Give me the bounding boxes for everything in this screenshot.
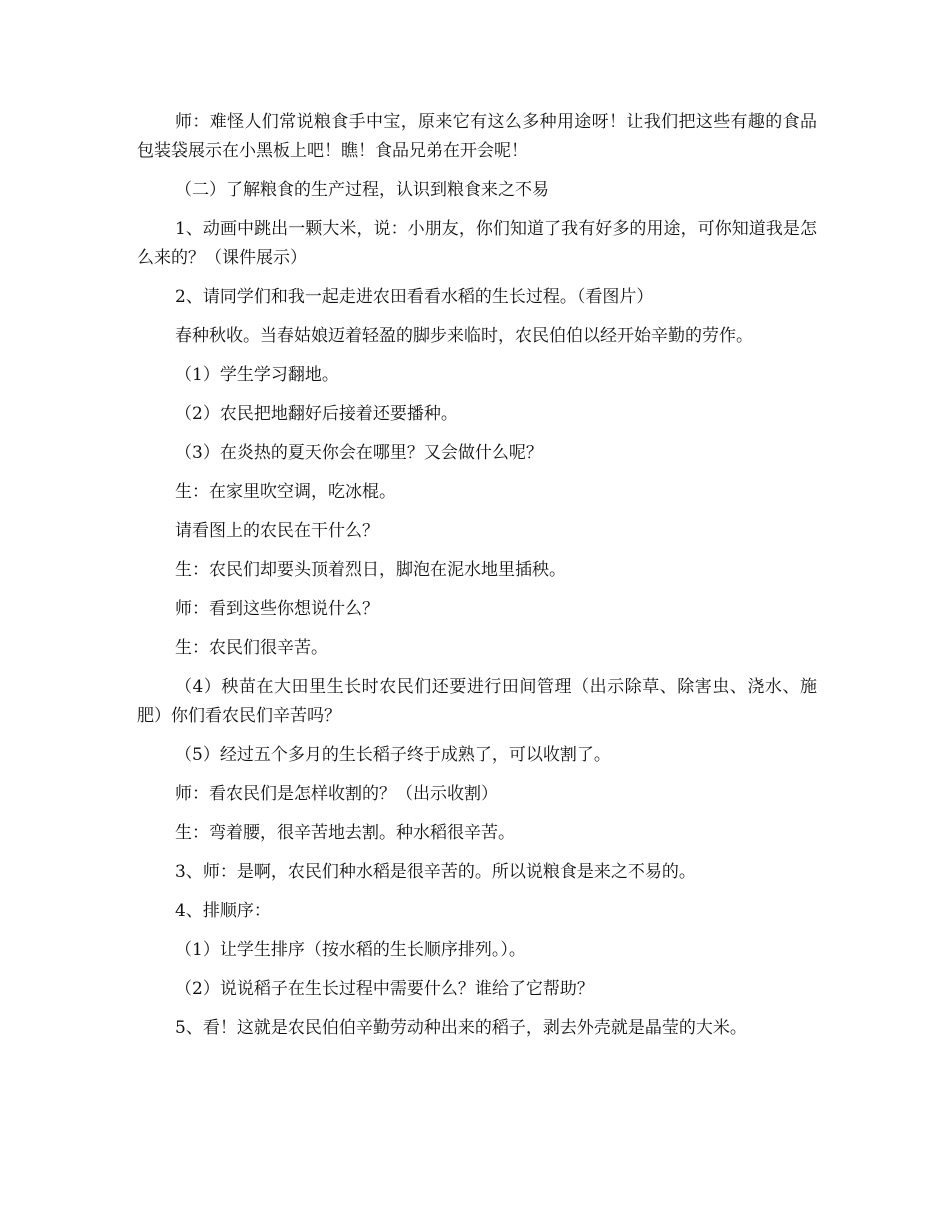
paragraph-step-4: 4、排顺序： bbox=[175, 901, 271, 921]
paragraph-item-5: （5）经过五个多月的生长稻子终于成熟了，可以收割了。 bbox=[175, 745, 611, 765]
paragraph-question-picture: 请看图上的农民在干什么？ bbox=[175, 521, 379, 541]
paragraph-student-answer-2: 生：农民们却要头顶着烈日，脚泡在泥水地里插秧。 bbox=[175, 560, 566, 580]
paragraph-step-5: 5、看！这就是农民伯伯辛勤劳动种出来的稻子，剥去外壳就是晶莹的大米。 bbox=[175, 1018, 747, 1038]
document-body bbox=[137, 108, 817, 1053]
paragraph-step-2: 2、请同学们和我一起走进农田看看水稻的生长过程。（看图片） bbox=[175, 287, 654, 307]
paragraph-student-answer-3: 生：农民们很辛苦。 bbox=[175, 638, 328, 658]
paragraph-order-2: （2）说说稻子在生长过程中需要什么？谁给了它帮助？ bbox=[175, 979, 594, 999]
paragraph-item-2: （2）农民把地翻好后接着还要播种。 bbox=[175, 404, 458, 424]
paragraph-item-3: （3）在炎热的夏天你会在哪里？又会做什么呢？ bbox=[175, 443, 543, 463]
paragraph-student-answer-1: 生：在家里吹空调，吃冰棍。 bbox=[175, 482, 396, 502]
paragraph-spring: 春种秋收。当春姑娘迈着轻盈的脚步来临时，农民伯伯以经开始辛勤的劳作。 bbox=[175, 326, 753, 346]
paragraph-teacher-harvest: 师：看农民们是怎样收割的？（出示收割） bbox=[175, 784, 498, 804]
paragraph-section-heading: （二）了解粮食的生产过程，认识到粮食来之不易 bbox=[175, 180, 549, 200]
paragraph-order-1: （1）让学生排序（按水稻的生长顺序排列。）。 bbox=[175, 940, 526, 960]
paragraph-teacher-intro: 师：难怪人们常说粮食手中宝，原来它有这么多种用途呀！让我们把这些有趣的食品包装袋展示在小黑板上吧！瞧！食品兄弟在开会呢！ bbox=[137, 112, 817, 161]
paragraph-teacher-question: 师：看到这些你想说什么？ bbox=[175, 599, 379, 619]
paragraph-item-4: （4）秧苗在大田里生长时农民们还要进行田间管理（出示除草、除害虫、浇水、施肥）你们看农民们辛苦吗？ bbox=[137, 677, 817, 726]
paragraph-item-1: （1）学生学习翻地。 bbox=[175, 365, 339, 385]
paragraph-step-3: 3、师：是啊，农民们种水稻是很辛苦的。所以说粮食是来之不易的。 bbox=[175, 862, 696, 882]
paragraph-step-1: 1、动画中跳出一颗大米，说：小朋友，你们知道了我有好多的用途，可你知道我是怎么来的？（课件展示） bbox=[137, 219, 817, 268]
paragraph-student-answer-4: 生：弯着腰，很辛苦地去割。种水稻很辛苦。 bbox=[175, 823, 515, 843]
